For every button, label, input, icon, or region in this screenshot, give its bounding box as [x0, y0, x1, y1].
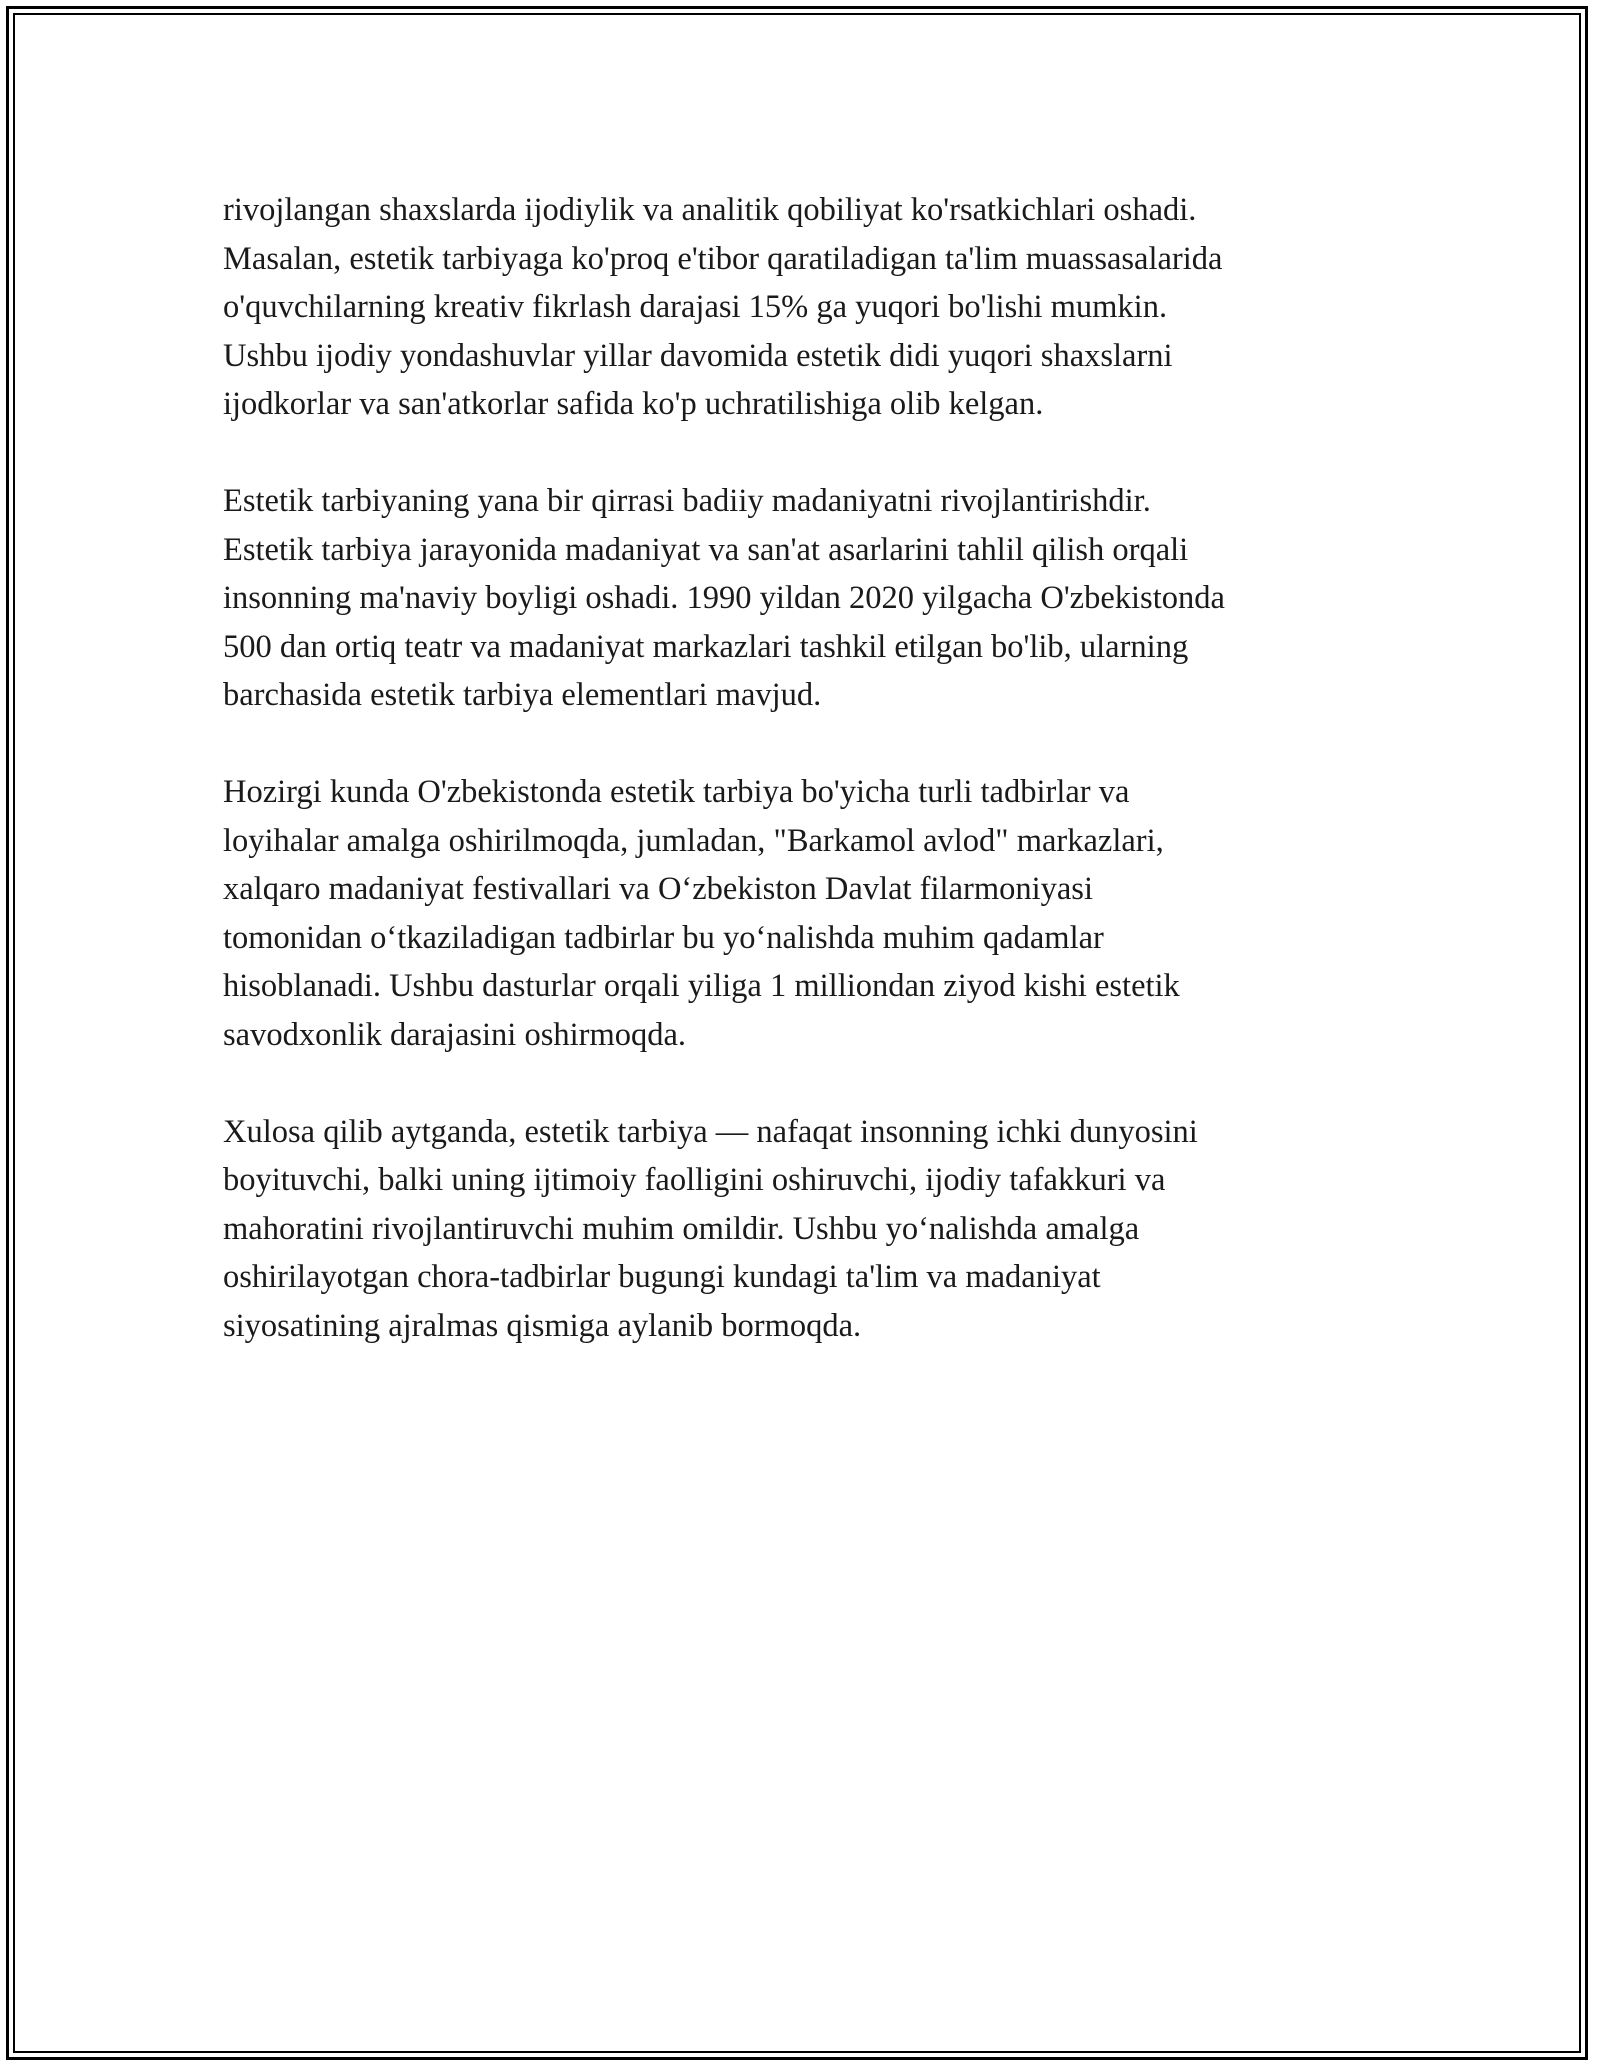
text-line: 500 dan ortiq teatr va madaniyat markazlari tashkil etilgan bo'lib, ularning [223, 628, 1189, 665]
paragraph-4 [223, 1108, 1403, 1351]
text-line: Estetik tarbiya jarayonida madaniyat va san'at asarlarini tahlil qilish orqali [223, 531, 1189, 568]
text-line: o'quvchilarning kreativ fikrlash darajasi 15% ga yuqori bo'lishi mumkin. [223, 289, 1168, 325]
text-line: tomonidan o‘tkaziladigan tadbirlar bu yo‘nalishda muhim qadamlar [223, 919, 1104, 956]
text-line: Hozirgi kunda O'zbekistonda estetik tarbiya bo'yicha turli tadbirlar va [223, 774, 1130, 810]
text-line: loyihalar amalga oshirilmoqda, jumladan, "Barkamol avlod" markazlari, [223, 822, 1164, 859]
text-line: barchasida estetik tarbiya elementlari mavjud. [223, 677, 822, 713]
text-line: savodxonlik darajasini oshirmoqda. [223, 1016, 687, 1053]
text-line: mahoratini rivojlantiruvchi muhim omildir. Ushbu yo‘nalishda amalga [223, 1210, 1140, 1247]
text-line: rivojlangan shaxslarda ijodiylik va analitik qobiliyat ko'rsatkichlari oshadi. [223, 192, 1197, 228]
text-line: xalqaro madaniyat festivallari va O‘zbekiston Davlat filarmoniyasi [223, 871, 1093, 907]
text-line: hisoblanadi. Ushbu dasturlar orqali yiliga 1 milliondan ziyod kishi estetik [223, 968, 1180, 1004]
text-line: insonning ma'naviy boyligi oshadi. 1990 yildan 2020 yilgacha O'zbekistonda [223, 580, 1225, 616]
text-line: Xulosa qilib aytganda, estetik tarbiya — nafaqat insonning ichki dunyosini [223, 1113, 1198, 1150]
text-line: Estetik tarbiyaning yana bir qirrasi badiiy madaniyatni rivojlantirishdir. [223, 483, 1151, 519]
text-line: oshirilayotgan chora-tadbirlar bugungi kundagi ta'lim va madaniyat [223, 1259, 1101, 1295]
text-line: Masalan, estetik tarbiyaga ko'proq e'tibor qaratiladigan ta'lim muassasalarida [223, 240, 1223, 277]
paragraph-3 [223, 768, 1403, 1059]
text-line: Ushbu ijodiy yondashuvlar yillar davomida estetik didi yuqori shaxslarni [223, 337, 1173, 374]
document-body [223, 186, 1403, 1399]
text-line: boyituvchi, balki uning ijtimoiy faolligini oshiruvchi, ijodiy tafakkuri va [223, 1162, 1166, 1198]
paragraph-2 [223, 477, 1403, 720]
text-line: siyosatining ajralmas qismiga aylanib bormoqda. [223, 1307, 862, 1344]
paragraph-1 [223, 186, 1403, 429]
text-line: ijodkorlar va san'atkorlar safida ko'p uchratilishiga olib kelgan. [223, 386, 1044, 422]
